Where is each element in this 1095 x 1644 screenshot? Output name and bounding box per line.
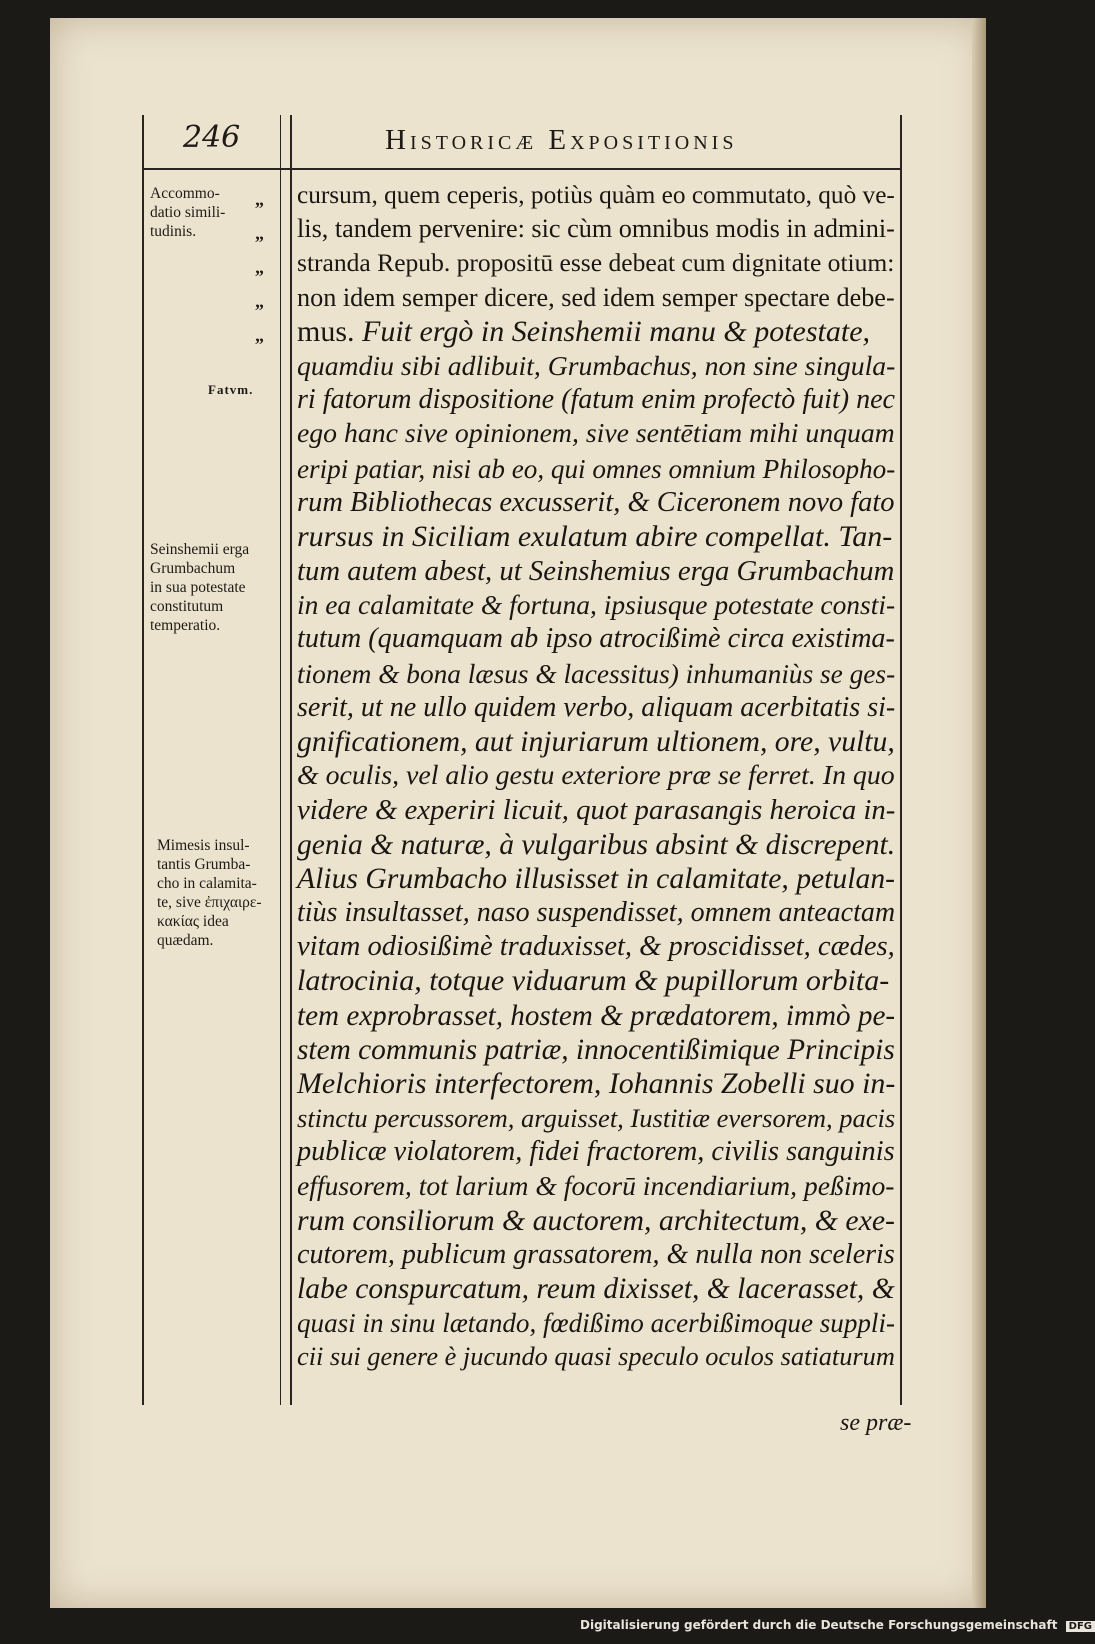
text-line: rum consiliorum & auctorem, architectum, & exe- <box>297 1203 895 1237</box>
text-line: serit, ut ne ullo quidem verbo, aliquam acerbitatis si- <box>297 691 896 723</box>
text-line: cursum, quem ceperis, potiùs quàm eo commutato, quò ve- <box>297 181 895 209</box>
text-line: effusorem, tot larium & focorū incendiarium, peßimo- <box>297 1170 895 1202</box>
footer-text: Digitalisierung gefördert durch die Deutsche Forschungsgemeinschaft <box>580 1618 1058 1632</box>
text-line: tiùs insultasset, naso suspendisset, omnem anteactam <box>297 896 896 928</box>
text-line: stinctu percussorem, arguisset, Iustitiæ eversorem, pacis <box>297 1103 896 1134</box>
text-line: in ea calamitate & fortuna, ipsiusque potestate consti- <box>297 590 896 621</box>
quotation-marks <box>255 182 264 352</box>
text-line: & oculis, vel alio gestu exteriore præ se ferret. In quo <box>297 760 895 792</box>
text-line: quamdiu sibi adlibuit, Grumbachus, non sine singula- <box>297 349 896 381</box>
text-line: tutum (quamquam ab ipso atrocißimè circa existima- <box>297 623 895 655</box>
text-line: cutorem, publicum grassatorem, & nulla non sceleris <box>297 1238 895 1270</box>
text-line: non idem semper dicere, sed idem semper spectare debe- <box>297 282 895 312</box>
quote-mark: „ <box>255 223 264 243</box>
text-line: ego hanc sive opinionem, sive sentētiam mihi unquam <box>297 418 895 450</box>
text-line: rum Bibliothecas excusserit, & Ciceronem novo fato <box>297 486 895 518</box>
quote-mark: „ <box>255 257 264 277</box>
text-line: stem communis patriæ, innocentißimique Principis <box>297 1033 895 1066</box>
text-line: latrocinia, totque viduarum & pupillorum orbita- <box>297 964 890 998</box>
text-line: cii sui genere è jucundo quasi speculo oculos satiaturum <box>297 1342 895 1372</box>
text-line: Melchioris interfectorem, Iohannis Zobelli suo in- <box>297 1066 896 1100</box>
text-line: Alius Grumbacho illusisset in calamitate, petulan- <box>297 862 896 895</box>
text-line: tionem & bona læsus & lacessitus) inhumaniùs se ges- <box>297 658 896 689</box>
page-number: 246 <box>183 120 241 155</box>
catchword: se præ- <box>840 1410 912 1436</box>
text-line: videre & experiri licuit, quot parasangis heroica in- <box>297 794 896 827</box>
marginal-note: Mimesis insul- tantis Grumba- cho in calamita- te, sive ἐπιχαιρε- κακίας idea quædam. <box>157 837 262 949</box>
text-line: quasi in sinu lætando, fœdißimo acerbißimoque suppli- <box>297 1308 895 1339</box>
column-divider <box>290 115 292 1405</box>
text-line: genia & naturæ, à vulgaribus absint & discrepent. <box>297 828 896 861</box>
text-line: gnificationem, aut injuriarum ultionem, ore, vultu, <box>297 726 895 758</box>
dfg-logo: DFG <box>1066 1621 1095 1632</box>
text-line: ri fatorum dispositione (fatum enim profectò fuit) nec <box>297 384 896 416</box>
header-rule <box>142 168 900 170</box>
marginal-note: Accommo- datio simili- tudinis. <box>150 185 226 240</box>
text-line-italic: Fuit ergò in Seinshemii manu & potestate, <box>362 314 871 348</box>
text-line: rursus in Siciliam exulatum abire compellat. Tan- <box>297 519 893 553</box>
text-line: vitam odiosißimè traduxisset, & proscidisset, cædes, <box>297 931 895 963</box>
text-line: publicæ violatorem, fidei fractorem, civilis sanguinis <box>297 1136 895 1168</box>
running-title: Historicæ Expositionis <box>385 124 738 156</box>
text-line: stranda Repub. propositū esse debeat cum dignitate otium: <box>297 248 895 278</box>
column-divider-inner <box>280 115 281 1405</box>
text-line: tum autem abest, ut Seinshemius erga Grumbachum <box>297 555 895 588</box>
text-line: labe conspurcatum, reum dixisset, & lacerasset, & <box>297 1273 895 1305</box>
quote-mark: „ <box>255 189 264 209</box>
marginal-note: Fatvm. <box>208 382 254 397</box>
text-line-roman: mus. <box>297 314 363 348</box>
text-line: tem exprobrasset, hostem & prædatorem, immò pe- <box>297 999 896 1032</box>
quote-mark: „ <box>255 325 264 345</box>
page-edge <box>972 18 986 1608</box>
text-line: lis, tandem pervenire: sic cùm omnibus modis in admini- <box>297 214 895 244</box>
text-line: eripi patiar, nisi ab eo, qui omnes omnium Philosopho- <box>297 453 896 484</box>
body-text <box>297 178 895 1375</box>
text-line <box>297 315 895 349</box>
digitization-footer <box>580 1618 1095 1632</box>
marginal-note: Seinshemii erga Grumbachum in sua potestate constitutum temperatio. <box>150 541 250 634</box>
quote-mark: „ <box>255 291 264 311</box>
